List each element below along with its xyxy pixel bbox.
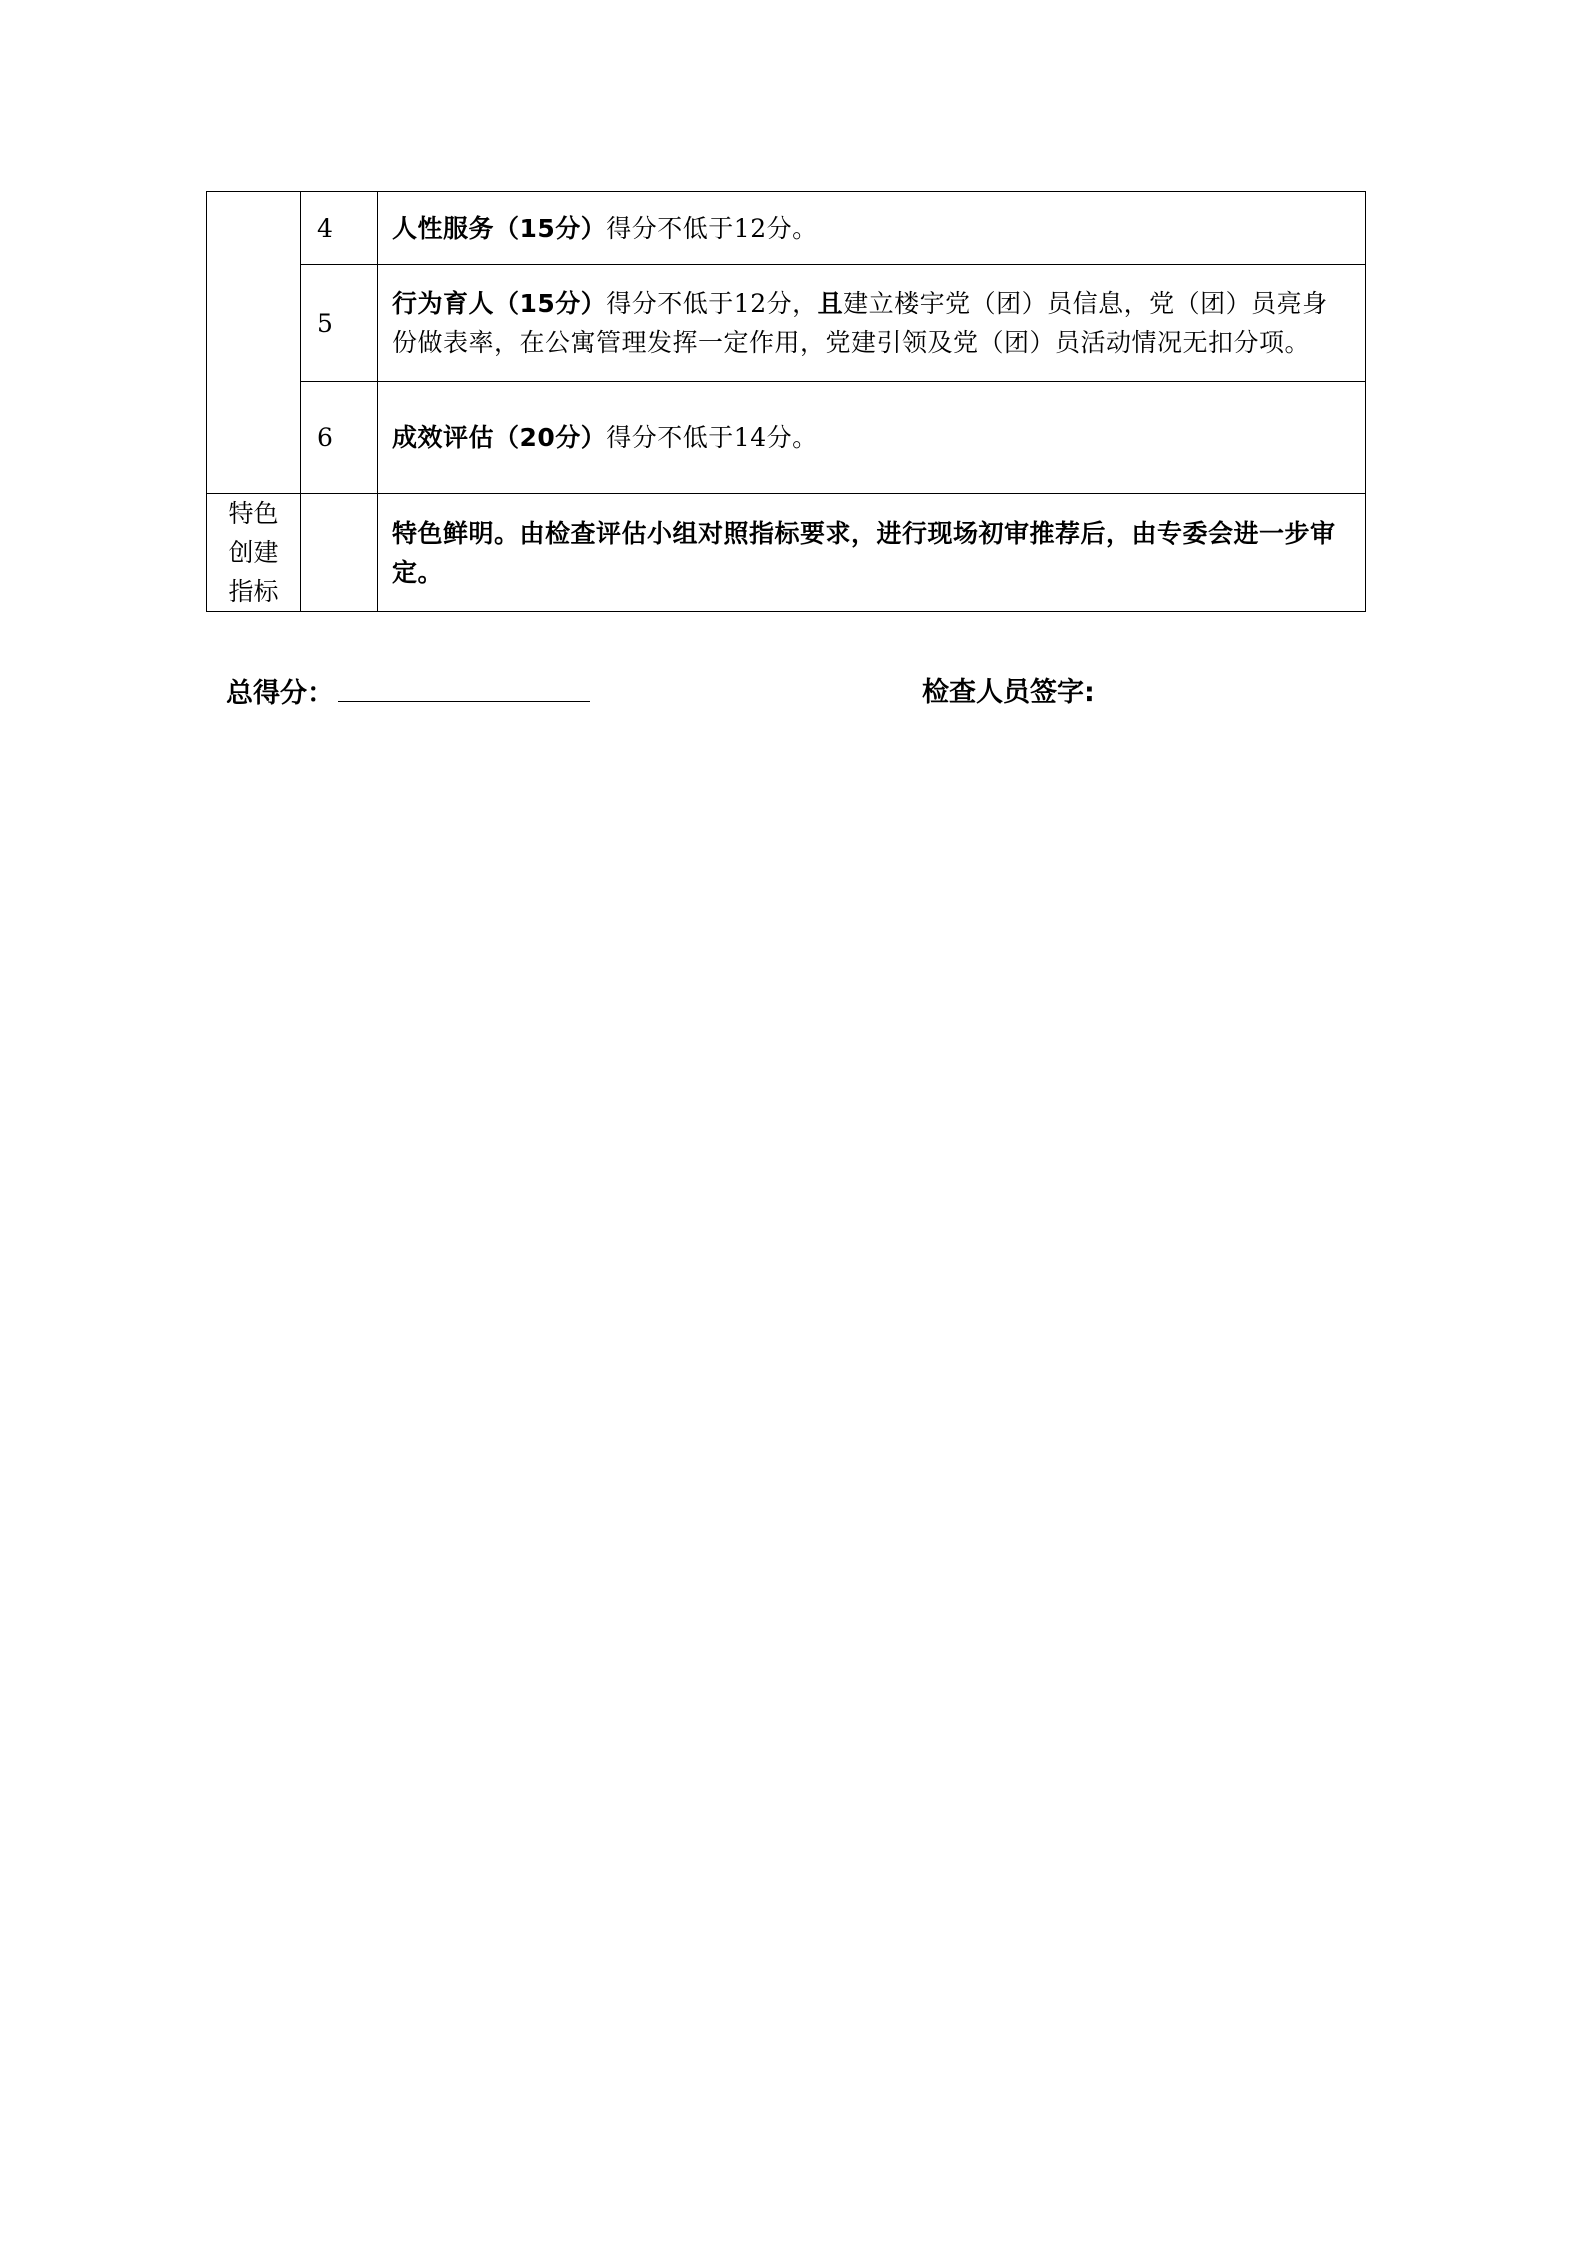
row-number <box>301 494 378 612</box>
row-content <box>378 192 1366 265</box>
criterion-title: 人性服务（15分） <box>392 213 607 243</box>
special-criterion-text: 特色鲜明。由检查评估小组对照指标要求，进行现场初审推荐后，由专委会进一步审定。 <box>392 518 1336 587</box>
criterion-title: 行为育人（15分） <box>392 289 607 318</box>
criterion-requirement-detail: 建立楼宇党（团）员信息，党（团）员亮身份做表率，在公寓管理发挥一定作用，党建引领及党（团）员活动情况无扣分项。 <box>392 289 1328 357</box>
row-content <box>378 265 1366 382</box>
total-score-blank[interactable] <box>338 673 590 702</box>
criterion-title: 成效评估（20分） <box>392 423 607 452</box>
criterion-requirement: 得分不低于14分。 <box>606 423 818 452</box>
criterion-requirement: 得分不低于12分。 <box>606 213 818 243</box>
row-number: 5 <box>301 265 378 382</box>
criteria-table <box>206 191 1366 612</box>
category-cell-empty <box>207 192 301 494</box>
special-category-label: 特色创建指标 <box>207 494 301 612</box>
row-content <box>378 382 1366 494</box>
row-number: 6 <box>301 382 378 494</box>
criterion-emphasis: 且 <box>817 289 844 318</box>
table-row-special <box>207 494 1366 612</box>
signature-field <box>922 673 1095 713</box>
row-number: 4 <box>301 192 378 265</box>
criterion-requirement: 得分不低于12分， <box>606 289 818 318</box>
table-row <box>207 382 1366 494</box>
table-row <box>207 192 1366 265</box>
total-score-field <box>226 673 590 714</box>
table-row <box>207 265 1366 382</box>
total-score-label: 总得分： <box>226 678 334 709</box>
signature-label: 检查人员签字: <box>922 677 1095 708</box>
row-content <box>378 494 1366 612</box>
